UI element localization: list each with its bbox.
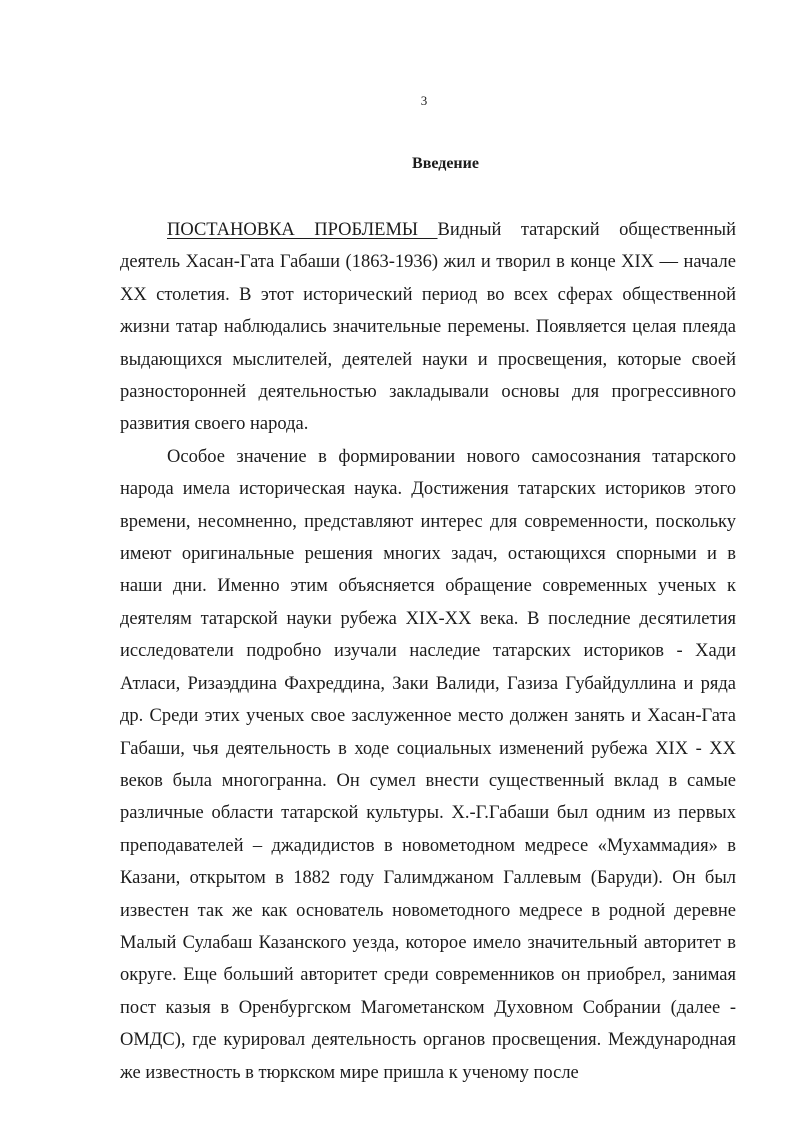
page-number: 3	[420, 93, 428, 108]
paragraph-1	[120, 214, 741, 441]
body-text	[120, 214, 741, 1089]
problem-statement-label: ПОСТАНОВКА ПРОБЛЕМЫ	[167, 220, 438, 240]
paragraph-2-text: Особое значение в формировании нового самосознания татарского народа имела историческая наука. Достижения татарских историков этого времени, несомненно, представляют интерес для современности, поскольку имеют оригинальные решения многих задач, остающихся спорными и в наши дни. Именно этим объясняется обращение современных ученых к деятелям татарской науки рубежа XIX-XX века. В последние десятилетия исследователи подробно изучали наследие татарских историков - Хади Атласи, Ризаэддина Фахреддина, Заки Валиди, Газиза Губайдуллина и ряда др. Среди этих ученых свое заслуженное место должен занять и Хасан-Гата Габаши, чья деятельность в ходе социальных изменений рубежа XIX - XX веков была многогранна. Он сумел внести существенный вклад в самые различные области татарской культуры. Х.-Г.Габаши был одним из первых преподавателей – джадидистов в новометодном медресе «Мухаммадия» в Казани, открытом в 1882 году Галимджаном Галлевым (Баруди). Он был известен так же как основатель новометодного медресе в родной деревне Малый Сулабаш Казанского уезда, которое имело значительный авторитет в округе. Еще больший авторитет среди современников он приобрел, занимая пост казыя в Оренбургском Магометанском Духовном Собрании (далее - ОМДС), где курировал деятельность органов просвещения. Международная же известность в тюркском мире пришла к ученому после	[120, 446, 741, 1083]
paragraph-1-text: Видный татарский общественный деятель Хасан-Гата Габаши (1863-1936) жил и творил в конце XIX — начале XX столетия. В этот исторический период во всех сферах общественной жизни татар наблюдались значительные перемены. Появляется целая плеяда выдающихся мыслителей, деятелей науки и просвещения, которые своей разносторонней деятельностью закладывали основы для прогрессивного развития своего народа.	[120, 220, 741, 435]
section-heading: Введение	[412, 155, 479, 172]
paragraph-2	[120, 441, 741, 1089]
